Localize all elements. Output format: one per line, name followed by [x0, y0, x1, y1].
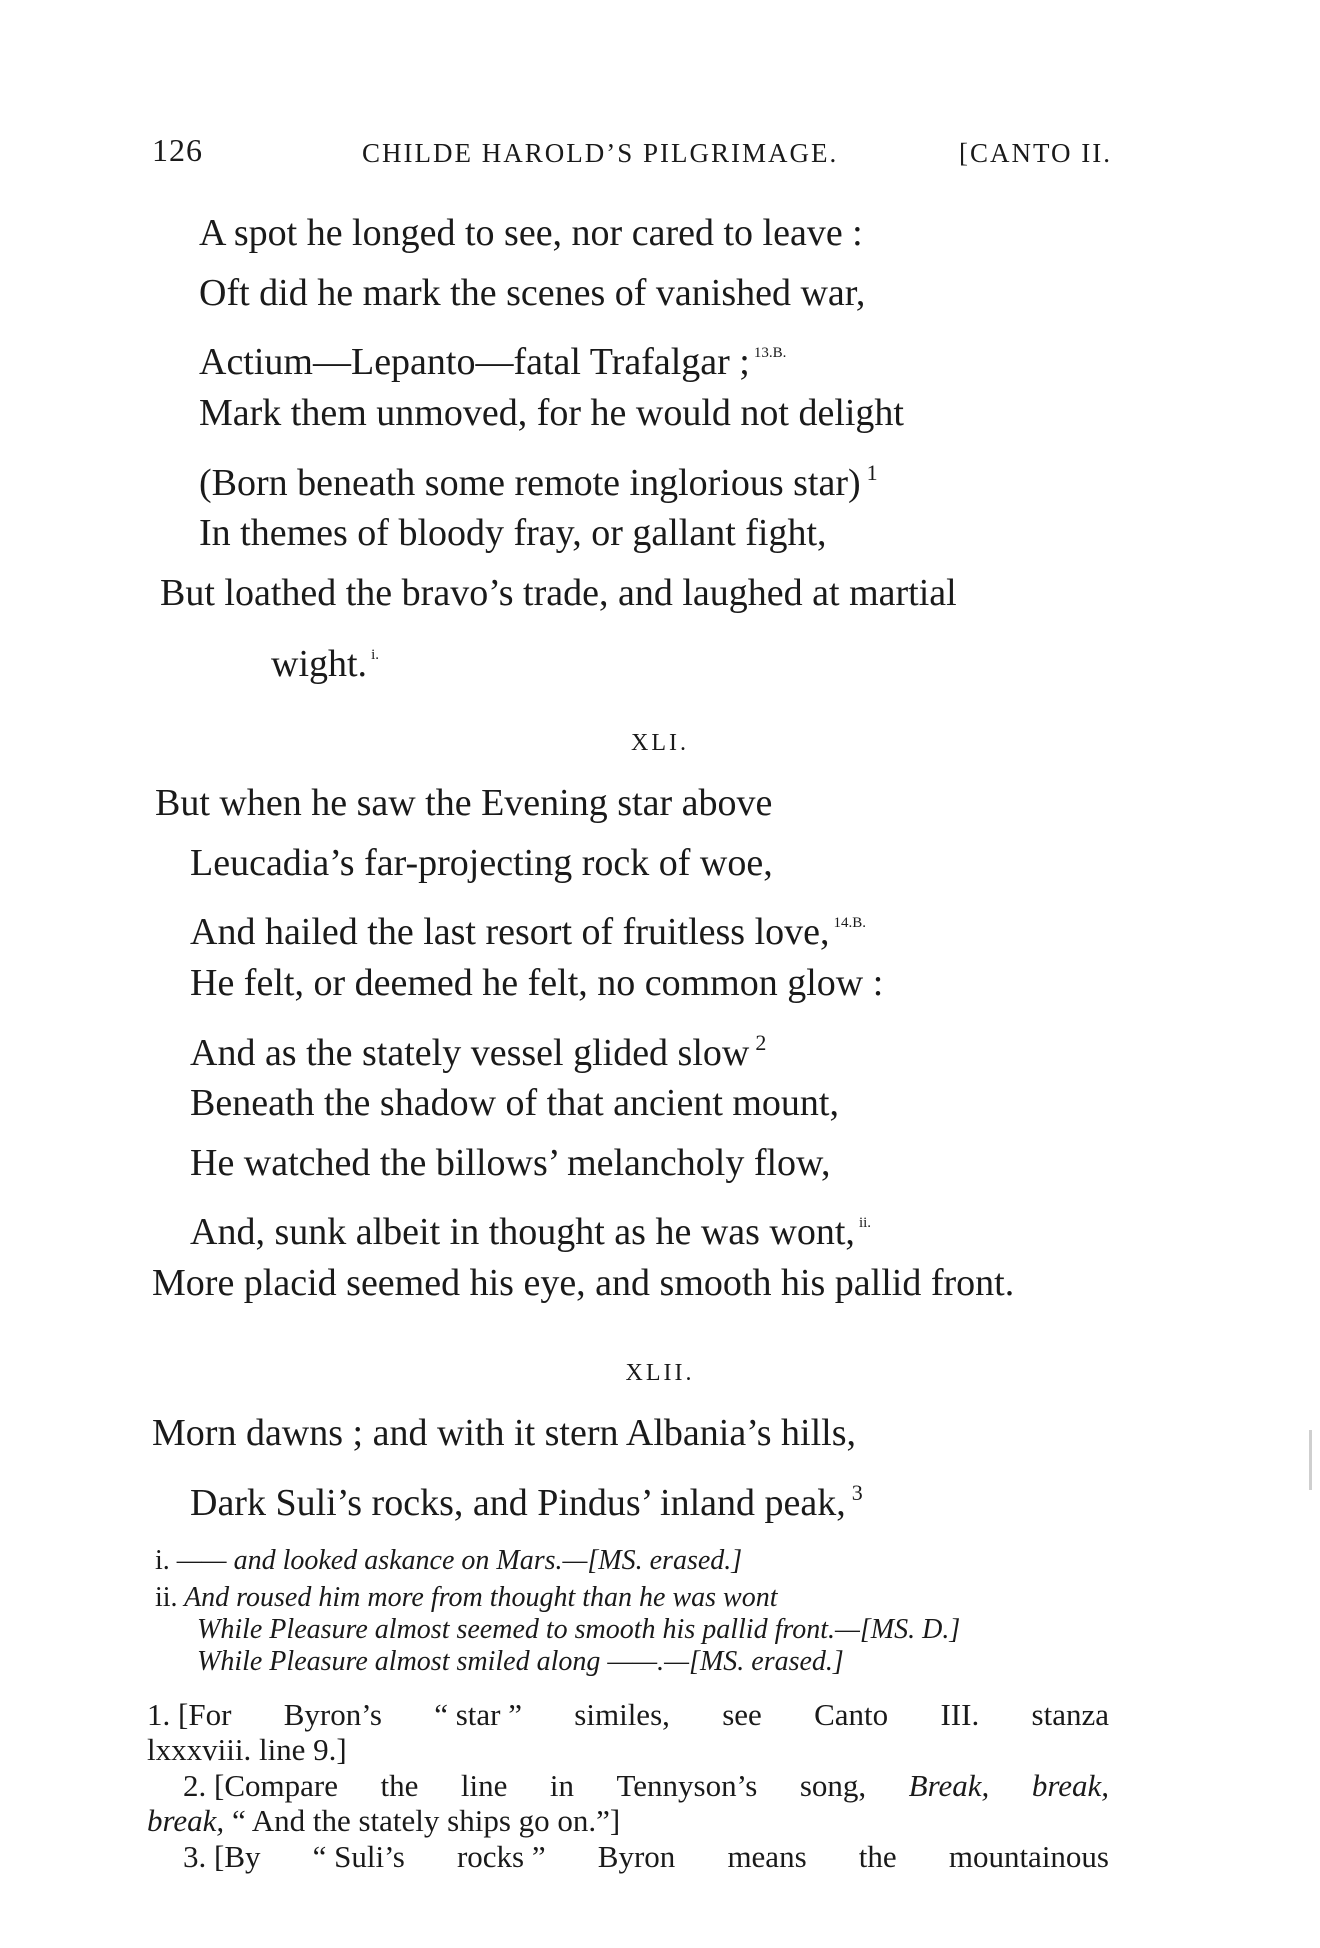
- verse-line: He felt, or deemed he felt, no common glow :: [190, 962, 884, 1004]
- verse-line: And, sunk albeit in thought as he was wont, $^{ii.}$: [190, 1211, 872, 1253]
- stanza-numeral: XLII.: [625, 1360, 695, 1386]
- footnote-1-continuation: lxxxviii. line 9.]: [147, 1732, 347, 1767]
- variant-mark: ii.: [858, 1215, 872, 1231]
- verse-line: (Born beneath some remote inglorious star) $^1$: [199, 460, 878, 504]
- canto-label: [CANTO II.: [959, 138, 1112, 168]
- verse-line: But when he saw the Evening star above: [155, 782, 773, 824]
- scan-artifact: [1309, 1430, 1312, 1490]
- verse-line: A spot he longed to see, nor cared to leave :: [199, 212, 863, 254]
- running-header: [152, 132, 1112, 172]
- editor-note-mark: 13.B.: [753, 345, 787, 361]
- running-title: CHILDE HAROLD’S PILGRIMAGE.: [362, 138, 839, 168]
- verse-line: He watched the billows’ melancholy flow,: [190, 1142, 831, 1184]
- verse-line: Dark Suli’s rocks, and Pindus’ inland peak, $^3$: [190, 1480, 863, 1524]
- verse-line: Mark them unmoved, for he would not delight: [199, 392, 904, 434]
- verse-line-alexandrine: More placid seemed his eye, and smooth his pallid front.: [152, 1262, 1015, 1304]
- verse-line: wight. $^{i.}$: [271, 643, 379, 685]
- verse-line: Beneath the shadow of that ancient mount,: [190, 1082, 839, 1124]
- verse-line: Actium—Lepanto—fatal Trafalgar ; $^{13.B.}$: [199, 341, 787, 383]
- verse-line: And hailed the last resort of fruitless love, $^{14.B.}$: [190, 911, 867, 953]
- editor-note-mark: 14.B.: [833, 915, 867, 931]
- footnote-mark: 2: [755, 1030, 767, 1055]
- verse-line: In themes of bloody fray, or gallant fight,: [199, 512, 827, 554]
- verse-line: And as the stately vessel glided slow $^2$: [190, 1030, 767, 1074]
- variant-reading-continuation: While Pleasure almost seemed to smooth his pallid front.—[MS. D.]: [197, 1614, 961, 1645]
- footnote-mark: 3: [851, 1480, 863, 1505]
- verse-line: Oft did he mark the scenes of vanished war,: [199, 272, 866, 314]
- page-number: 126: [152, 132, 203, 168]
- verse-line-alexandrine: But loathed the bravo’s trade, and laughed at martial: [160, 572, 957, 614]
- footnote-1: 1. [For Byron’s “ star ” similes, see Canto III. stanza: [147, 1697, 1109, 1732]
- footnote-mark: 1: [866, 460, 878, 485]
- variant-reading: i. —— and looked askance on Mars.—[MS. erased.]: [155, 1545, 743, 1576]
- verse-line: Leucadia’s far-projecting rock of woe,: [190, 842, 773, 884]
- variant-mark: i.: [371, 647, 379, 663]
- footnote-2-continuation: break, “ And the stately ships go on.”]: [147, 1803, 621, 1838]
- verse-line: Morn dawns ; and with it stern Albania’s hills,: [152, 1412, 857, 1454]
- footnote-2: 2. [Compare the line in Tennyson’s song, Break, break,: [183, 1768, 1109, 1803]
- variant-reading-continuation: While Pleasure almost smiled along ——.—[MS. erased.]: [197, 1646, 844, 1677]
- variant-reading: ii. And roused him more from thought than he was wont: [155, 1582, 778, 1613]
- stanza-numeral: XLI.: [631, 730, 689, 756]
- footnote-3: 3. [By “ Suli’s rocks ” Byron means the mountainous: [183, 1839, 1109, 1874]
